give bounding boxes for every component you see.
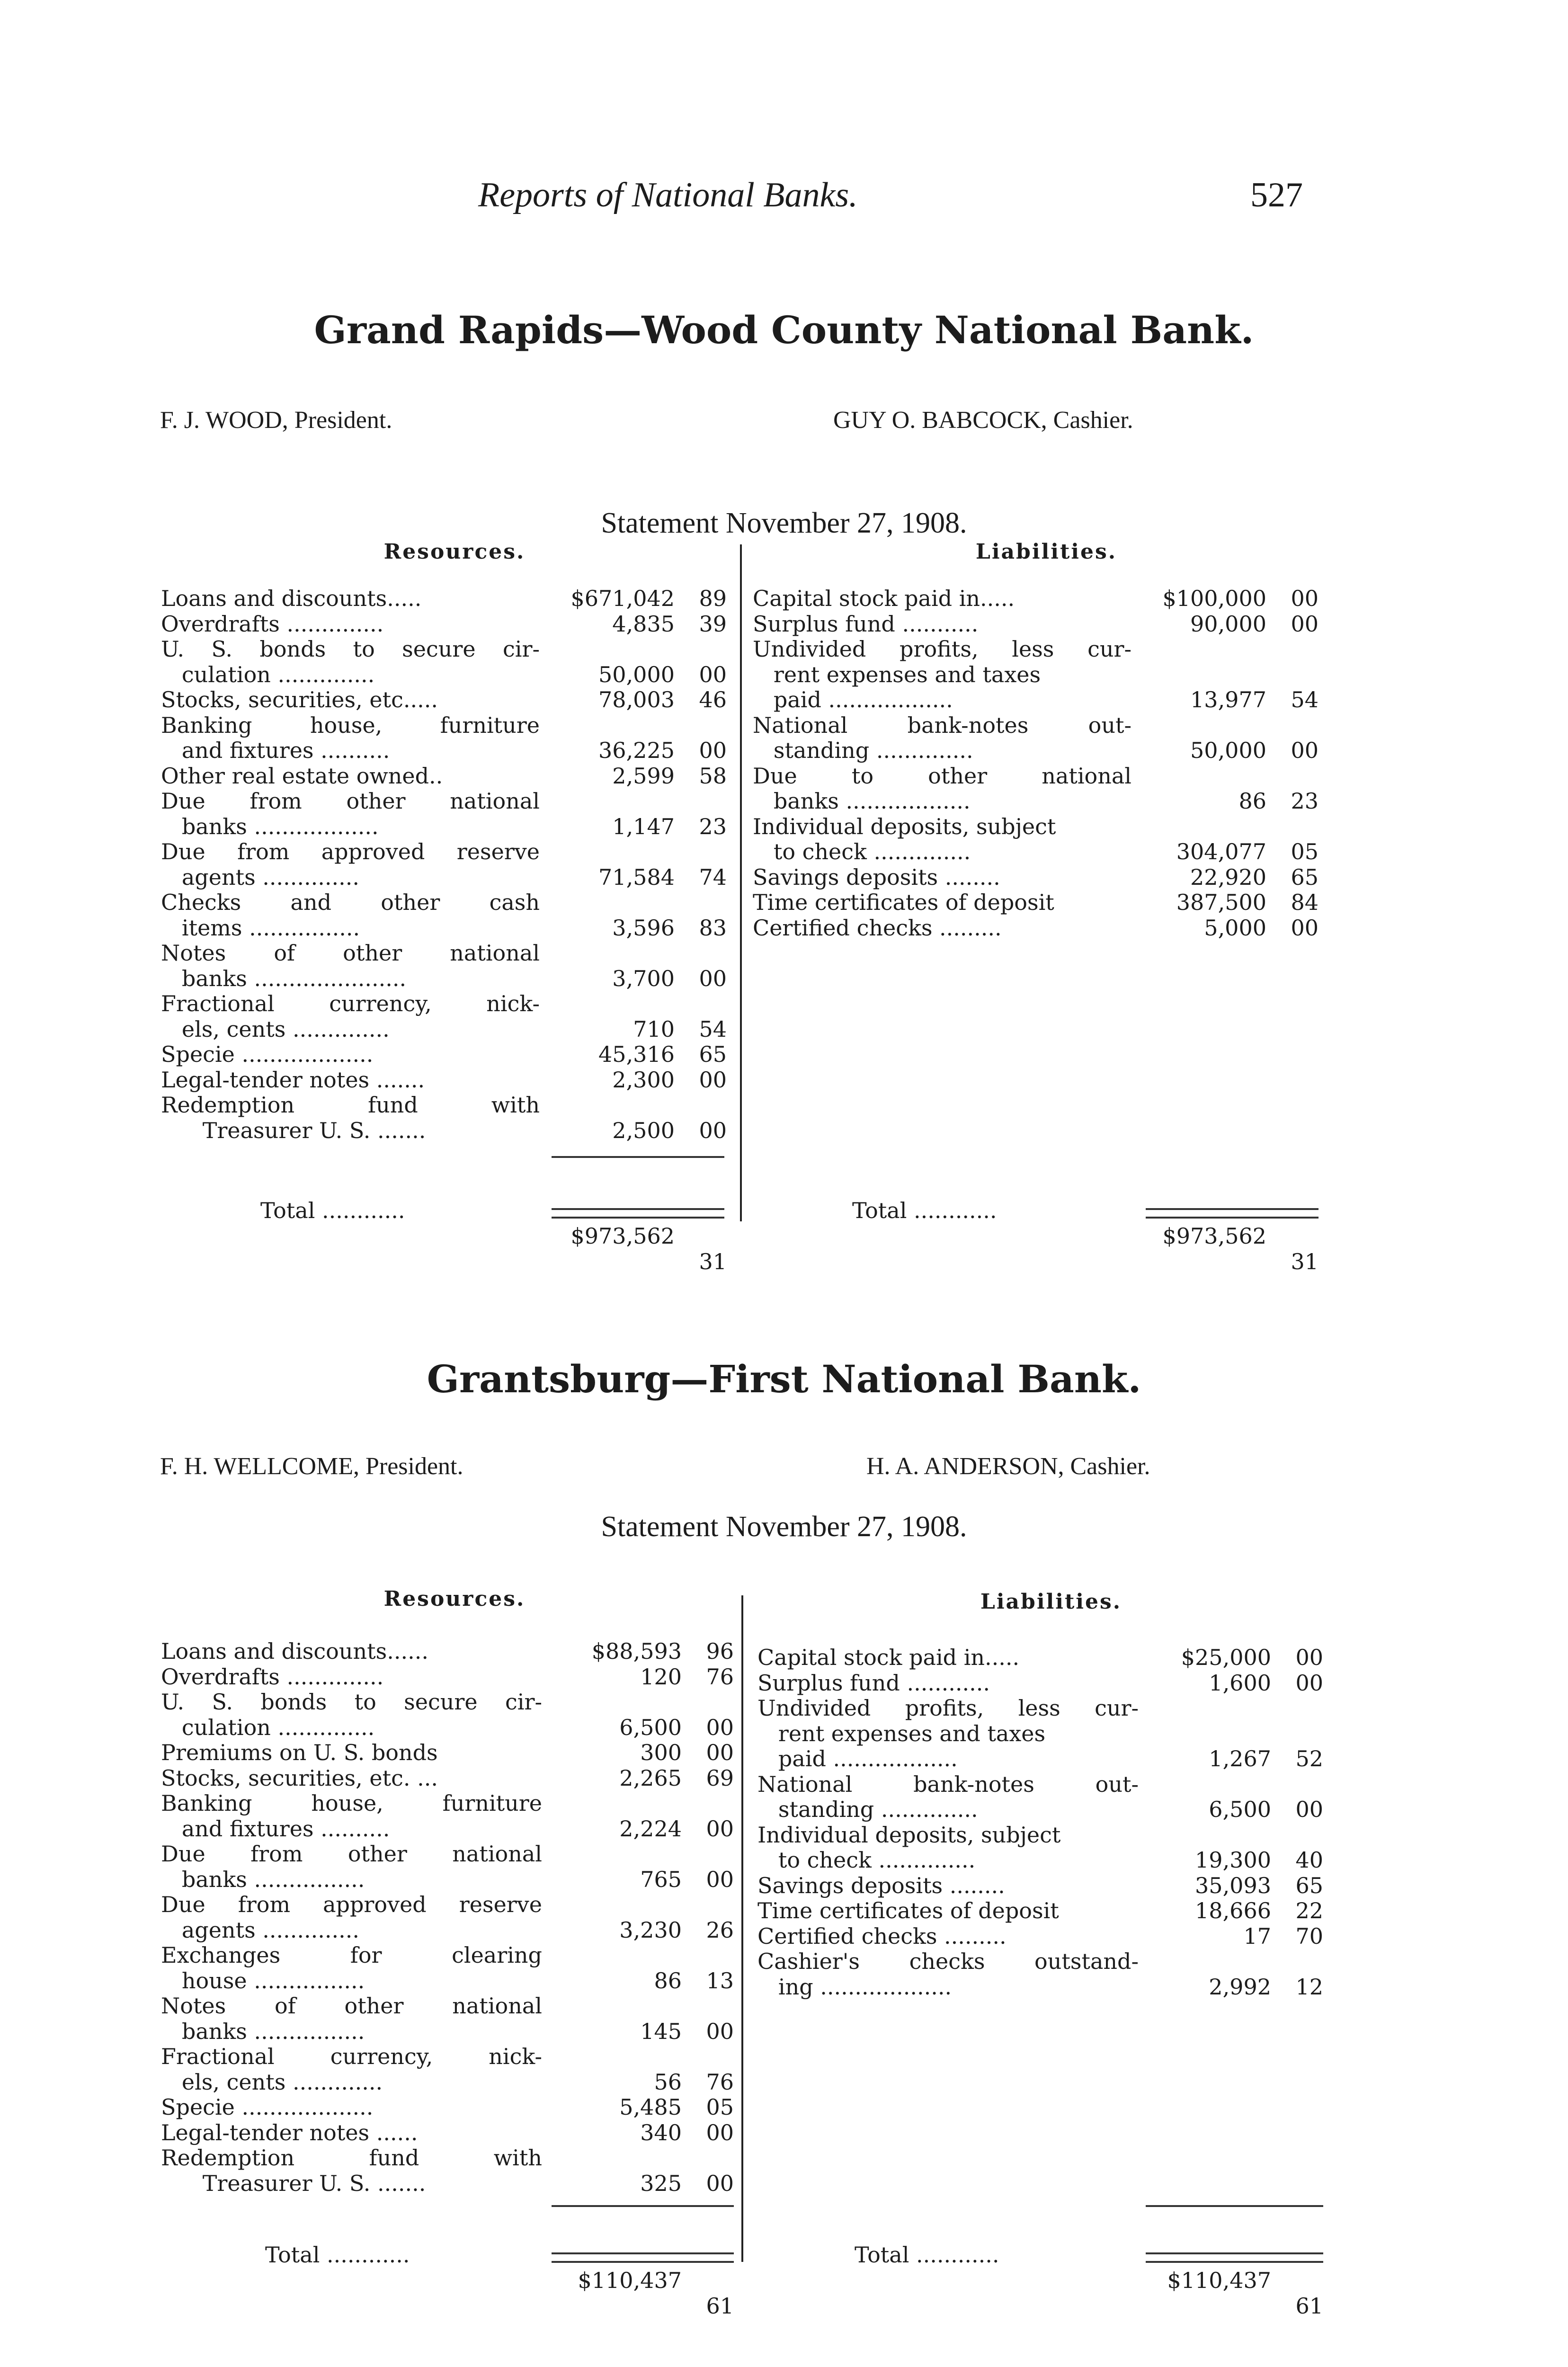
ledger-row (161, 1715, 734, 1741)
resources-list (161, 586, 727, 1143)
ledger-row (161, 2171, 734, 2197)
row-cents: 12 (1295, 1974, 1323, 2000)
row-amount: 387,500 (1176, 890, 1266, 915)
row-label: culation .............. (161, 1715, 375, 1740)
ledger-row (161, 1943, 734, 1968)
page-header (478, 175, 1303, 227)
ledger-row (161, 1017, 727, 1042)
ledger-row (753, 586, 1319, 612)
row-cents: 40 (1295, 1847, 1323, 1873)
row-cents: 74 (699, 864, 727, 890)
row-cents: 00 (699, 965, 727, 991)
row-amount: $671,042 (570, 586, 675, 611)
ledger-row (161, 713, 727, 739)
ledger-row (757, 1873, 1323, 1899)
ledger-row (753, 713, 1319, 739)
row-cents: 05 (1291, 839, 1319, 864)
row-cents: 22 (1295, 1898, 1323, 1923)
total-label: Total ............ (265, 2242, 410, 2268)
row-label: standing .............. (753, 738, 973, 763)
row-label: and fixtures .......... (161, 738, 390, 763)
column-divider (740, 544, 742, 1221)
total-resources-amount: $110,437 (578, 2268, 682, 2293)
row-cents: 26 (706, 1917, 734, 1943)
row-label: banks ................ (161, 2019, 365, 2044)
row-label: Individual deposits, subject (757, 1822, 1061, 1848)
row-cents: 65 (699, 1041, 727, 1067)
liabilities-list (753, 586, 1319, 941)
row-label: Other real estate owned.. (161, 763, 443, 789)
row-amount: 120 (640, 1664, 682, 1690)
row-label: Premiums on U. S. bonds (161, 1740, 438, 1765)
ledger-row (161, 890, 727, 916)
ledger-row (161, 1867, 734, 1893)
row-cents: 76 (706, 2069, 734, 2095)
row-cents: 58 (699, 763, 727, 789)
row-cents: 00 (699, 738, 727, 763)
ledger-row (161, 966, 727, 992)
row-label: Notes of other national (161, 1993, 542, 2019)
row-amount: 86 (1238, 788, 1266, 814)
row-amount: 710 (633, 1016, 675, 1042)
row-label: Cashier's checks outstand- (757, 1949, 1139, 1974)
ledger-row (753, 890, 1319, 916)
total-liabilities-cents: 31 (1291, 1249, 1319, 1274)
ledger-row (753, 789, 1319, 814)
row-amount: 2,599 (612, 763, 675, 789)
row-label: rent expenses and taxes (753, 662, 1041, 687)
row-cents: 00 (699, 1067, 727, 1093)
row-label: Due from other national (161, 1842, 542, 1867)
ledger-row (161, 637, 727, 662)
ledger-row (161, 1664, 734, 1690)
liabilities-heading: Liabilities. (975, 540, 1117, 564)
row-cents: 00 (706, 1815, 734, 1842)
row-label: agents .............. (161, 1917, 360, 1943)
ledger-row (161, 2070, 734, 2095)
row-cents: 00 (706, 1714, 734, 1740)
ledger-row (757, 1797, 1323, 1823)
total-liabilities-cents: 61 (1295, 2293, 1323, 2319)
row-label: Capital stock paid in..... (753, 586, 1015, 611)
ledger-row (161, 1639, 734, 1664)
ledger-row (757, 1721, 1323, 1747)
ledger-row (161, 687, 727, 713)
row-amount: $88,593 (591, 1638, 682, 1664)
total-liabilities-row (852, 1172, 1319, 1300)
resources-list (161, 1639, 734, 2196)
ledger-row (161, 1690, 734, 1715)
row-amount: 325 (640, 2170, 682, 2196)
row-label: Specie ................... (161, 2095, 374, 2120)
row-amount: 90,000 (1190, 611, 1266, 637)
ledger-row (161, 1816, 734, 1842)
row-amount: 19,300 (1195, 1847, 1271, 1873)
row-amount: 17 (1243, 1923, 1271, 1949)
ledger-row (753, 612, 1319, 637)
total-rule-resources (552, 2205, 734, 2207)
row-amount: 2,500 (612, 1117, 675, 1143)
row-label: ing ................... (757, 1974, 952, 2000)
row-label: Capital stock paid in..... (757, 1645, 1020, 1670)
row-amount: 3,596 (612, 915, 675, 941)
row-cents: 39 (699, 611, 727, 637)
row-amount: 304,077 (1176, 839, 1266, 864)
row-amount: 3,700 (612, 965, 675, 991)
row-cents: 05 (706, 2094, 734, 2120)
total-resources-amount: $973,562 (570, 1223, 675, 1249)
ledger-row (753, 865, 1319, 890)
ledger-row (161, 1918, 734, 1943)
row-cents: 00 (699, 1117, 727, 1143)
row-label: Due from approved reserve (161, 839, 540, 864)
ledger-row (161, 1766, 734, 1791)
row-amount: 3,230 (619, 1917, 682, 1943)
row-label: Treasurer U. S. ....... (161, 2171, 426, 2196)
row-label: Time certificates of deposit (757, 1898, 1059, 1923)
row-label: Due to other national (753, 763, 1131, 789)
ledger-row (161, 2019, 734, 2045)
total-resources-row (265, 2216, 734, 2344)
row-label: Certified checks ......... (753, 915, 1002, 941)
ledger-row (757, 1696, 1323, 1721)
row-amount: 765 (640, 1866, 682, 1892)
row-label: paid .................. (753, 687, 953, 712)
row-amount: 71,584 (598, 864, 675, 890)
row-cents: 00 (706, 1866, 734, 1892)
ledger-row (161, 2145, 734, 2171)
row-label: Undivided profits, less cur- (753, 637, 1131, 662)
row-label: Undivided profits, less cur- (757, 1696, 1139, 1721)
row-cents: 23 (699, 813, 727, 839)
row-label: Due from approved reserve (161, 1892, 542, 1917)
row-cents: 96 (706, 1638, 734, 1664)
row-label: Exchanges for clearing (161, 1943, 542, 1968)
ledger-row (161, 1791, 734, 1816)
row-label: Redemption fund with (161, 2145, 542, 2171)
total-resources-row (260, 1172, 727, 1300)
row-label: els, cents ............. (161, 2069, 383, 2095)
row-cents: 83 (699, 915, 727, 941)
ledger-row (753, 738, 1319, 764)
row-amount: 18,666 (1195, 1898, 1271, 1923)
ledger-row (753, 637, 1319, 662)
ledger-row (753, 839, 1319, 865)
ledger-row (161, 2044, 734, 2070)
ledger-row (161, 865, 727, 890)
row-amount: 50,000 (598, 661, 675, 687)
row-amount: 36,225 (598, 738, 675, 763)
total-label: Total ............ (855, 2242, 999, 2268)
ledger-row (161, 2120, 734, 2146)
row-cents: 84 (1291, 890, 1319, 915)
row-cents: 00 (1291, 915, 1319, 941)
ledger-row (757, 1645, 1323, 1671)
statement-date: Statement November 27, 1908. (601, 507, 967, 539)
ledger-row (757, 1949, 1323, 1975)
row-amount: 56 (654, 2069, 682, 2095)
row-amount: 86 (654, 1967, 682, 1993)
row-cents: 00 (1291, 611, 1319, 637)
ledger-row (757, 1671, 1323, 1696)
double-rule-resources (552, 2252, 734, 2263)
statement-date: Statement November 27, 1908. (601, 1511, 967, 1543)
row-cents: 00 (1295, 1670, 1323, 1696)
ledger-row (161, 764, 727, 789)
row-amount: 6,500 (1209, 1797, 1271, 1822)
ledger-row (161, 1118, 727, 1144)
row-cents: 00 (1295, 1797, 1323, 1822)
row-label: banks .................. (161, 814, 379, 839)
row-cents: 89 (699, 586, 727, 611)
row-label: Certified checks ......... (757, 1923, 1007, 1949)
ledger-row (757, 1823, 1323, 1848)
ledger-row (161, 991, 727, 1017)
president-name: F. J. WOOD, President. (160, 407, 392, 434)
cashier-name: H. A. ANDERSON, Cashier. (866, 1453, 1150, 1480)
liabilities-list (757, 1645, 1323, 2000)
row-cents: 23 (1291, 788, 1319, 814)
row-amount: $100,000 (1162, 586, 1266, 611)
row-amount: 45,316 (598, 1041, 675, 1067)
row-label: culation .............. (161, 662, 375, 687)
row-label: to check .............. (753, 839, 971, 864)
running-title: Reports of National Banks. (478, 176, 858, 214)
row-label: U. S. bonds to secure cir- (161, 1690, 542, 1715)
ledger-row (757, 1848, 1323, 1873)
ledger-row (161, 662, 727, 688)
total-rule-liabilities (1146, 2205, 1323, 2207)
row-amount: 2,992 (1209, 1974, 1271, 2000)
row-label: and fixtures .......... (161, 1816, 390, 1842)
page-number: 527 (1250, 176, 1303, 214)
row-label: Specie ................... (161, 1042, 374, 1067)
cashier-name: GUY O. BABCOCK, Cashier. (833, 407, 1133, 434)
resources-heading: Resources. (383, 540, 526, 564)
row-label: banks .................. (753, 789, 971, 814)
row-label: Notes of other national (161, 941, 540, 966)
row-cents: 65 (1295, 1872, 1323, 1898)
total-label: Total ............ (260, 1198, 405, 1223)
ledger-row (161, 586, 727, 612)
total-resources-cents: 61 (706, 2293, 734, 2319)
row-amount: 2,300 (612, 1067, 675, 1093)
row-amount: 50,000 (1190, 738, 1266, 763)
row-label: Redemption fund with (161, 1093, 540, 1118)
row-label: els, cents .............. (161, 1016, 390, 1042)
row-cents: 46 (699, 687, 727, 712)
ledger-row (757, 1772, 1323, 1797)
ledger-row (757, 1746, 1323, 1772)
row-amount: 1,147 (612, 813, 675, 839)
row-amount: $25,000 (1181, 1645, 1271, 1670)
row-label: Savings deposits ........ (753, 864, 1000, 890)
ledger-row (161, 839, 727, 865)
row-label: Fractional currency, nick- (161, 2044, 542, 2069)
total-liabilities-amount: $973,562 (1162, 1223, 1266, 1249)
row-label: Time certificates of deposit (753, 890, 1054, 915)
row-amount: 5,000 (1204, 915, 1266, 941)
ledger-row (757, 1898, 1323, 1924)
row-amount: 78,003 (598, 687, 675, 712)
row-label: Individual deposits, subject (753, 814, 1056, 839)
resources-heading: Resources. (383, 1587, 526, 1611)
double-rule-resources (552, 1208, 724, 1219)
row-label: Fractional currency, nick- (161, 991, 540, 1016)
row-label: Legal-tender notes ....... (161, 1067, 425, 1093)
row-label: National bank-notes out- (753, 712, 1131, 738)
ledger-row (753, 662, 1319, 688)
row-label: Treasurer U. S. ....... (161, 1118, 426, 1143)
row-amount: 145 (640, 2018, 682, 2044)
row-amount: 1,600 (1209, 1670, 1271, 1696)
double-rule-liabilities (1146, 1208, 1319, 1219)
ledger-row (753, 814, 1319, 840)
row-cents: 00 (706, 2170, 734, 2196)
total-liabilities-row (855, 2216, 1323, 2344)
row-cents: 00 (706, 2018, 734, 2044)
row-label: Savings deposits ........ (757, 1873, 1005, 1898)
bank-title: Grantsburg—First National Bank. (427, 1357, 1141, 1401)
ledger-row (161, 2095, 734, 2120)
ledger-row (161, 941, 727, 966)
ledger-row (161, 1042, 727, 1068)
row-label: Surplus fund ............ (757, 1670, 990, 1696)
row-label: National bank-notes out- (757, 1771, 1139, 1797)
ledger-row (753, 916, 1319, 941)
row-label: Overdrafts .............. (161, 1664, 384, 1690)
ledger-row (161, 789, 727, 814)
row-cents: 54 (1291, 687, 1319, 712)
row-amount: 22,920 (1190, 864, 1266, 890)
row-cents: 69 (706, 1765, 734, 1791)
row-label: banks ...................... (161, 966, 407, 991)
row-label: Overdrafts .............. (161, 611, 384, 637)
row-label: Legal-tender notes ...... (161, 2120, 418, 2145)
liabilities-heading: Liabilities. (980, 1590, 1122, 1614)
row-cents: 76 (706, 1664, 734, 1690)
ledger-row (161, 1740, 734, 1766)
row-cents: 00 (706, 1740, 734, 1765)
row-label: banks ................ (161, 1867, 365, 1892)
row-cents: 13 (706, 1967, 734, 1993)
ledger-row (161, 814, 727, 840)
row-label: standing .............. (757, 1797, 978, 1822)
row-amount: 2,265 (619, 1765, 682, 1791)
ledger-row (161, 1068, 727, 1093)
row-cents: 00 (706, 2119, 734, 2145)
row-label: to check .............. (757, 1848, 976, 1873)
row-label: Stocks, securities, etc. ... (161, 1765, 438, 1791)
ledger-row (161, 738, 727, 764)
row-amount: 300 (640, 1740, 682, 1765)
ledger-row (757, 1924, 1323, 1949)
ledger-row (753, 687, 1319, 713)
ledger-row (161, 612, 727, 637)
row-amount: 6,500 (619, 1714, 682, 1740)
row-cents: 65 (1291, 864, 1319, 890)
ledger-row (753, 764, 1319, 789)
total-resources-cents: 31 (699, 1249, 727, 1274)
row-label: Banking house, furniture (161, 712, 540, 738)
ledger-row (161, 1968, 734, 1994)
row-amount: 4,835 (612, 611, 675, 637)
ledger-row (161, 1093, 727, 1118)
row-label: agents .............. (161, 864, 360, 890)
row-label: Banking house, furniture (161, 1791, 542, 1816)
total-liabilities-amount: $110,437 (1167, 2268, 1271, 2293)
row-label: Due from other national (161, 789, 540, 814)
ledger-row (161, 1842, 734, 1867)
row-cents: 00 (1291, 738, 1319, 763)
row-amount: 1,267 (1209, 1746, 1271, 1771)
row-cents: 00 (699, 661, 727, 687)
row-cents: 52 (1295, 1746, 1323, 1771)
row-label: items ................ (161, 915, 360, 941)
total-label: Total ............ (852, 1198, 997, 1223)
row-label: Loans and discounts...... (161, 1639, 428, 1664)
ledger-row (161, 1993, 734, 2019)
row-amount: 35,093 (1195, 1872, 1271, 1898)
row-label: paid .................. (757, 1746, 958, 1771)
row-label: Surplus fund ........... (753, 611, 979, 637)
row-label: Checks and other cash (161, 890, 540, 915)
column-divider (741, 1595, 743, 2262)
row-label: rent expenses and taxes (757, 1721, 1046, 1746)
row-amount: 2,224 (619, 1815, 682, 1842)
row-label: Loans and discounts..... (161, 586, 422, 611)
ledger-row (161, 916, 727, 941)
row-label: U. S. bonds to secure cir- (161, 637, 540, 662)
bank-title: Grand Rapids—Wood County National Bank. (314, 308, 1254, 352)
row-cents: 00 (1295, 1645, 1323, 1670)
row-amount: 5,485 (619, 2094, 682, 2120)
row-label: Stocks, securities, etc..... (161, 687, 438, 712)
row-cents: 54 (699, 1016, 727, 1042)
president-name: F. H. WELLCOME, President. (160, 1453, 463, 1480)
row-cents: 00 (1291, 586, 1319, 611)
total-rule-resources (552, 1156, 724, 1158)
double-rule-liabilities (1146, 2252, 1323, 2263)
row-cents: 70 (1295, 1923, 1323, 1949)
ledger-row (161, 1892, 734, 1918)
row-amount: 340 (640, 2119, 682, 2145)
row-amount: 13,977 (1190, 687, 1266, 712)
row-label: house ................ (161, 1968, 365, 1993)
ledger-row (757, 1975, 1323, 2000)
